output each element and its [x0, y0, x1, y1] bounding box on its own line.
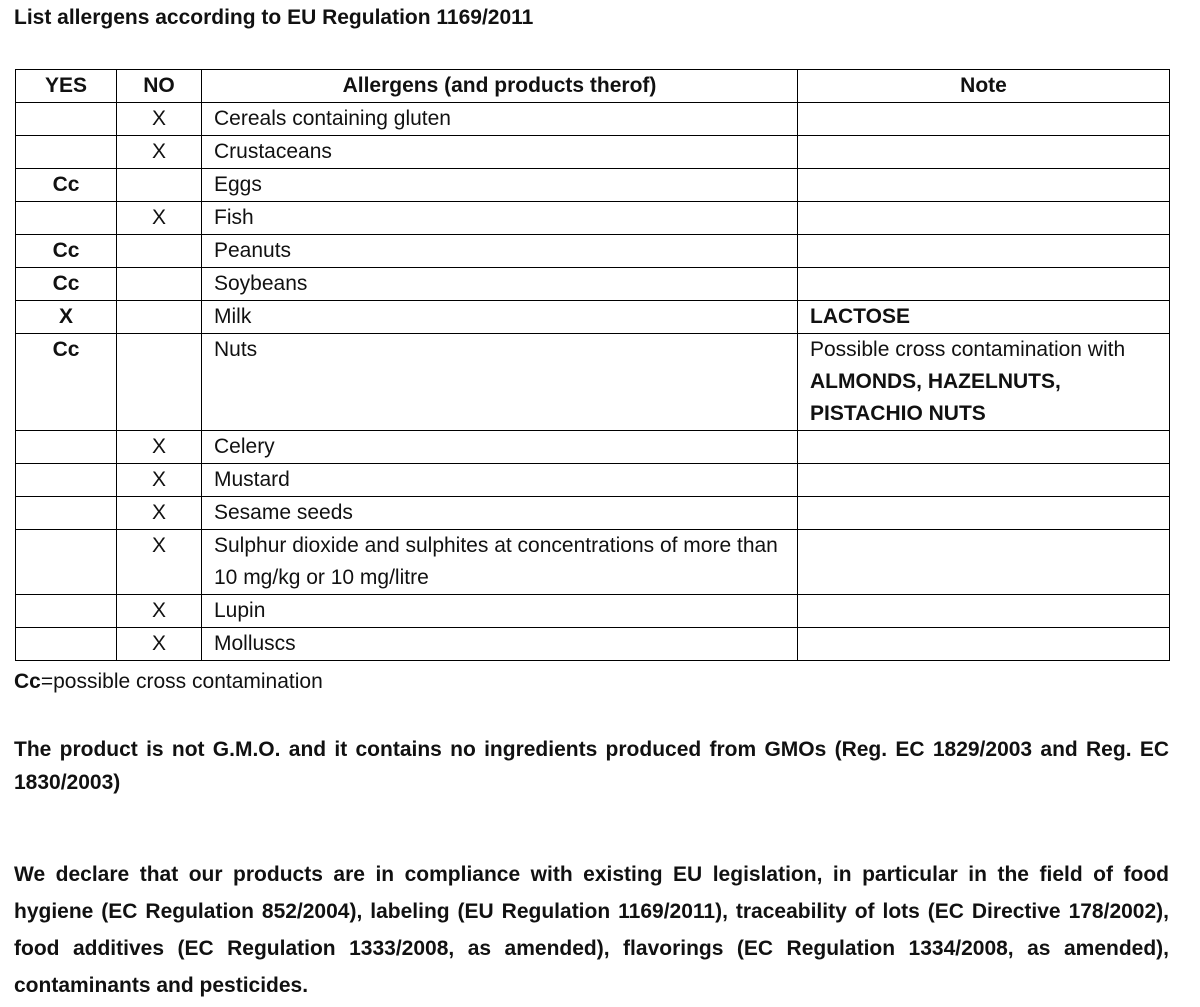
yes-cell [16, 497, 117, 530]
yes-cell [16, 431, 117, 464]
allergen-cell: Sulphur dioxide and sulphites at concentrations of more than 10 mg/kg or 10 mg/litre [202, 530, 798, 595]
header-no: NO [117, 70, 202, 103]
note-cell [798, 464, 1170, 497]
allergen-cell: Mustard [202, 464, 798, 497]
no-cell: X [117, 595, 202, 628]
table-row-cereals [16, 103, 1170, 136]
yes-cell: Cc [16, 334, 117, 431]
allergen-cell: Crustaceans [202, 136, 798, 169]
header-yes: YES [16, 70, 117, 103]
heading-prefix: List allergens according to [14, 6, 288, 29]
no-cell [117, 169, 202, 202]
no-cell [117, 235, 202, 268]
note-nuts-prefix: Possible cross contamination with [810, 338, 1126, 361]
no-cell: X [117, 136, 202, 169]
note-cell [798, 136, 1170, 169]
table-row-mustard [16, 464, 1170, 497]
cross-contamination-legend [14, 670, 323, 694]
table-row-peanuts [16, 235, 1170, 268]
no-cell: X [117, 628, 202, 661]
yes-cell [16, 136, 117, 169]
heading-regulation: EU Regulation 1169/2011 [287, 6, 534, 29]
table-row-molluscs [16, 628, 1170, 661]
no-cell [117, 268, 202, 301]
allergen-cell: Fish [202, 202, 798, 235]
header-note: Note [798, 70, 1170, 103]
document-heading [14, 6, 533, 30]
note-cell [798, 169, 1170, 202]
allergen-cell: Sesame seeds [202, 497, 798, 530]
legend-text: =possible cross contamination [40, 670, 323, 693]
header-allergen: Allergens (and products therof) [202, 70, 798, 103]
note-cell [798, 268, 1170, 301]
allergen-table [15, 69, 1170, 661]
no-cell: X [117, 431, 202, 464]
yes-cell [16, 464, 117, 497]
table-header-row [16, 70, 1170, 103]
allergen-cell: Eggs [202, 169, 798, 202]
allergen-cell: Milk [202, 301, 798, 334]
note-cell [798, 103, 1170, 136]
no-cell: X [117, 103, 202, 136]
note-cell [798, 530, 1170, 595]
allergen-cell: Peanuts [202, 235, 798, 268]
table-row-soybeans [16, 268, 1170, 301]
no-cell: X [117, 497, 202, 530]
no-cell [117, 301, 202, 334]
yes-cell: Cc [16, 169, 117, 202]
note-cell [798, 301, 1170, 334]
table-row-sulphites [16, 530, 1170, 595]
gmo-statement: The product is not G.M.O. and it contains no ingredients produced from GMOs (Reg. EC 1829/2003 and Reg. EC 1830/2003) [14, 738, 1169, 794]
note-cell [798, 235, 1170, 268]
table-row-fish [16, 202, 1170, 235]
note-nuts-emphasis: ALMONDS, HAZELNUTS, PISTACHIO NUTS [810, 370, 1061, 425]
allergen-cell: Molluscs [202, 628, 798, 661]
no-cell: X [117, 464, 202, 497]
yes-cell [16, 595, 117, 628]
table-row-sesame [16, 497, 1170, 530]
yes-cell: Cc [16, 235, 117, 268]
no-cell [117, 334, 202, 431]
table-row-crustaceans [16, 136, 1170, 169]
allergen-cell: Soybeans [202, 268, 798, 301]
note-cell [798, 628, 1170, 661]
table-row-celery [16, 431, 1170, 464]
no-cell: X [117, 530, 202, 595]
note-cell [798, 595, 1170, 628]
note-cell [798, 431, 1170, 464]
yes-cell: X [16, 301, 117, 334]
allergen-cell: Nuts [202, 334, 798, 431]
no-cell: X [117, 202, 202, 235]
note-cell [798, 202, 1170, 235]
legend-abbreviation: Cc [14, 670, 41, 693]
note-cell [798, 334, 1170, 431]
table-row-milk [16, 301, 1170, 334]
compliance-statement: We declare that our products are in compliance with existing EU legislation, in particular in the field of food hygiene (EC Regulation 852/2004), labeling (EU Regulation 1169/2011), traceability of lots (EC Directive 178/2002), food additives (EC Regulation 1333/2008, as amended), flavorings (EC Regulation 1334/2008, as amended), contaminants and pesticides. [14, 863, 1169, 997]
yes-cell [16, 530, 117, 595]
allergen-cell: Celery [202, 431, 798, 464]
table-row-lupin [16, 595, 1170, 628]
table-row-eggs [16, 169, 1170, 202]
yes-cell: Cc [16, 268, 117, 301]
note-cell [798, 497, 1170, 530]
yes-cell [16, 628, 117, 661]
yes-cell [16, 202, 117, 235]
table-row-nuts [16, 334, 1170, 431]
allergen-cell: Lupin [202, 595, 798, 628]
allergen-cell: Cereals containing gluten [202, 103, 798, 136]
yes-cell [16, 103, 117, 136]
note-lactose: LACTOSE [810, 305, 910, 328]
